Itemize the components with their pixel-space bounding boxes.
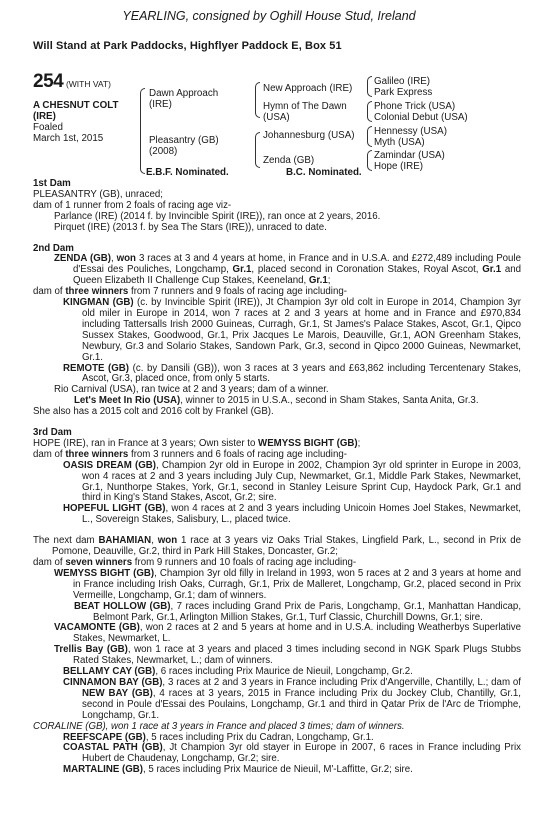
- bc-nomination: B.C. Nominated.: [286, 167, 362, 178]
- dam-of-line: dam of three winners from 7 runners and 9 foals of racing age including-: [33, 286, 347, 298]
- ebf-nomination: E.B.F. Nominated.: [146, 167, 229, 178]
- horse-name: ZENDA (GB): [54, 253, 111, 265]
- horse-name: COASTAL PATH (GB): [63, 742, 163, 754]
- sire-dam-origin: (USA): [263, 112, 290, 123]
- third-dam-heading: 3rd Dam: [33, 427, 72, 439]
- horse-name: CINNAMON BAY (GB): [63, 676, 163, 688]
- pedigree-table: [33, 71, 513, 182]
- sire-sire-dam: Park Express: [374, 87, 433, 98]
- oasis-entry: OASIS DREAM (GB), Champion 2yr old in Europe in 2002, Champion 3yr old sprinter in Europe in 2003, won 4 races at 2 and 3 years including July Cup, Newmarket, Gr.1, Middle Park Stakes, Newmarket, Gr.1, Nunthorpe Stakes, York, Gr.1, second in Stanley Leisure Sprint Cup, Haydock Park, Gr.1 and third in King's Stand Stakes, Ascot, Gr.2; sire.: [63, 459, 522, 504]
- wemyss-entry: WEMYSS BIGHT (GB), Champion 3yr old filly in Ireland in 1993, won 5 races at 2 and 3 years at home and in France including Irish Oaks, Curragh, Gr.1, Prix de Malleret, Longchamp, Gr.2, placed second in Prix Vermeille, Longchamp, Gr.1; dam of winners.: [54, 567, 522, 601]
- vacamonte-entry: VACAMONTE (GB), won 2 races at 2 and 5 years at home and in U.S.A. including Weatherbys Superlative Stakes, Newmarket, L.: [54, 622, 521, 645]
- horse-name: REMOTE (GB): [63, 362, 130, 374]
- first-dam-heading: 1st Dam: [33, 178, 71, 189]
- horse-name: VACAMONTE (GB): [54, 622, 140, 634]
- horse-name: BELLAMY CAY (GB): [63, 666, 156, 678]
- horse-name: REEFSCAPE (GB): [63, 731, 146, 743]
- remote-entry: REMOTE (GB) (c. by Dansili (GB)), won 3 races at 3 years and £63,862 including Tercentenary Stakes, Ascot, Gr.3, placed once, from only 5 starts.: [63, 362, 521, 385]
- first-dam-produce: Parlance (IRE) (2014 f. by Invincible Spirit (IRE)), ran once at 2 years, 2016.: [54, 210, 381, 222]
- bracket-gen3-ss: [367, 76, 372, 97]
- horse-name: MARTALINE (GB): [63, 764, 143, 776]
- rio-carnival-entry: Rio Carnival (USA), ran twice at 2 and 3 years; dam of a winner.: [54, 384, 329, 396]
- bracket-gen3-ds: [367, 126, 372, 147]
- horse-name: WEMYSS BIGHT (GB): [54, 567, 155, 579]
- dam-dam-sire: Zamindar (USA): [374, 150, 445, 161]
- dam-sire-sire: Hennessy (USA): [374, 126, 447, 137]
- bellamy-entry: BELLAMY CAY (GB), 6 races including Prix Maurice de Nieuil, Longchamp, Gr.2.: [63, 666, 413, 678]
- sire-dam: Hymn of The Dawn: [263, 101, 347, 112]
- dam-sire: Johannesburg (USA): [263, 130, 355, 141]
- dam-dam-dam: Hope (IRE): [374, 161, 423, 172]
- first-dam-produce: Pirquet (IRE) (2013 f. by Sea The Stars (IRE)), unraced to date.: [54, 221, 327, 233]
- sire-dam-sire: Phone Trick (USA): [374, 101, 456, 112]
- zenda-entry: ZENDA (GB), won 3 races at 3 and 4 years at home, in France and in U.S.A. and £272,489 including Poule d'Essai des Pouliches, Longchamp, Gr.1, placed second in Coronation Stakes, Royal Ascot, Gr.1 and Queen Elizabeth II Challenge Cup Stakes, Keeneland, Gr.1;: [54, 253, 522, 287]
- bracket-gen3-sd: [367, 101, 372, 122]
- dam-year: (2008): [149, 146, 178, 157]
- stand-location: Will Stand at Park Paddocks, Highflyer Paddock E, Box 51: [33, 40, 342, 52]
- dam-dam: Zenda (GB): [263, 155, 315, 166]
- first-dam-line: dam of 1 runner from 2 foals of racing age viz-: [33, 199, 232, 211]
- bracket-gen3-dd: [367, 150, 372, 171]
- sire-origin: (IRE): [149, 99, 172, 110]
- horse-name: Trellis Bay (GB): [54, 644, 128, 656]
- hope-entry: HOPE (IRE), ran in France at 3 years; Own sister to WEMYSS BIGHT (GB);: [33, 437, 361, 449]
- second-dam-heading: 2nd Dam: [33, 242, 74, 254]
- sire-sire-sire: Galileo (IRE): [374, 76, 431, 87]
- dam-sire-dam: Myth (USA): [374, 137, 425, 148]
- reefscape-entry: REEFSCAPE (GB), 5 races including Prix du Cadran, Longchamp, Gr.1.: [63, 731, 374, 743]
- first-dam-line: PLEASANTRY (GB), unraced;: [33, 188, 163, 200]
- horse-name: KINGMAN (GB): [63, 297, 134, 309]
- bahamian-entry: The next dam BAHAMIAN, won 1 race at 3 years viz Oaks Trial Stakes, Lingfield Park, L., second in Prix de Pomone, Deauville, Gr.2, third in Park Hill Stakes, Doncaster, Gr.2;: [33, 535, 522, 558]
- consignment-line: YEARLING, consigned by Oghill House Stud, Ireland: [122, 9, 416, 23]
- dam-of-line: dam of seven winners from 9 runners and 10 foals of racing age including-: [33, 557, 357, 568]
- beat-hollow-entry: BEAT HOLLOW (GB), 7 races including Grand Prix de Paris, Longchamp, Gr.1, Manhattan Handicap, Belmont Park, Gr.1, Arlington Million Stakes, Gr.1, Turf Classic, Churchill Downs, Gr.1; sire.: [74, 600, 522, 623]
- lot-number: 254: [33, 71, 64, 92]
- coastal-path-entry: COASTAL PATH (GB), Jt Champion 3yr old stayer in Europe in 2007, 6 races in France including Prix Hubert de Chaudenay, Longchamp, Gr.2; sire.: [63, 742, 521, 765]
- cinnamon-entry: CINNAMON BAY (GB), 3 races at 2 and 3 years in France including Prix d'Angerville, Chantilly, L.; dam of NEW BAY (GB), 4 races at 3 years, 2015 in France including Prix du Jockey Club, Chantilly, Gr.1, second in Poule d'Essai des Poulains, Longchamp, Gr.1 and third in Qatar Prix de l'Arc de Triomphe, Longchamp, Gr.1.: [63, 676, 521, 721]
- lot-description: A CHESNUT COLT: [33, 100, 119, 111]
- catalogue-body: [33, 179, 521, 776]
- sire: Dawn Approach: [149, 88, 219, 99]
- sire-sire: New Approach (IRE): [263, 83, 353, 94]
- dam: Pleasantry (GB): [149, 135, 219, 146]
- kingman-entry: KINGMAN (GB) (c. by Invincible Spirit (IRE)), Jt Champion 3yr old colt in Europe in 2014, Champion 3yr old miler in Europe in 2014, won 7 races at 2 and 3 years at home and in France and £970,834 including Tattersalls Irish 2000 Guineas, Curragh, Gr.1, St James's Palace Stakes, Ascot, Gr.1, Qipco Sussex Stakes, Goodwood, Gr.1, Prix Jacques Le Marois, Deauville, Gr.1, AON Greenham Stakes, Newbury, Gr.3 and Solario Stakes, Sandown Park, Gr.3, second in Qipco 2000 Guineas, Newmarket, Gr.1.: [63, 297, 521, 363]
- coraline-entry: CORALINE (GB), won 1 race at 3 years in France and placed 3 times; dam of winners.: [33, 720, 405, 732]
- horse-name: HOPEFUL LIGHT (GB): [63, 503, 166, 515]
- vat-note: (WITH VAT): [65, 79, 111, 89]
- bracket-gen1: [140, 88, 145, 174]
- foaled-date: March 1st, 2015: [33, 133, 104, 144]
- also-line: She also has a 2015 colt and 2016 colt by Frankel (GB).: [33, 406, 274, 418]
- horse-name: BEAT HOLLOW (GB): [74, 600, 171, 612]
- sire-dam-dam: Colonial Debut (USA): [374, 112, 468, 123]
- horse-name: OASIS DREAM (GB): [63, 459, 157, 471]
- hopeful-entry: HOPEFUL LIGHT (GB), won 4 races at 2 and 3 years including Unicoin Homes Joel Stakes, Newmarket, L., Sovereign Stakes, Salisbury, L., placed twice.: [63, 503, 521, 526]
- dam-of-line: dam of three winners from 3 runners and 6 foals of racing age including-: [33, 448, 347, 460]
- lets-meet-entry: Let's Meet In Rio (USA), winner to 2015 in U.S.A., second in Sham Stakes, Santa Anita, Gr.3.: [74, 395, 479, 407]
- bracket-gen2-dam: [255, 132, 260, 168]
- lot-origin: (IRE): [33, 111, 56, 122]
- bracket-gen2-sire: [255, 82, 260, 118]
- trellis-bay-entry: Trellis Bay (GB), won 1 race at 3 years and placed 3 times including second in NGK Spark Plugs Stubbs Rated Stakes, Newmarket, L.; dam of winners.: [54, 644, 522, 667]
- horse-name: Let's Meet In Rio (USA): [74, 395, 181, 407]
- foaled-label: Foaled: [33, 122, 63, 133]
- martaline-entry: MARTALINE (GB), 5 races including Prix Maurice de Nieuil, M'-Laffitte, Gr.2; sire.: [63, 764, 413, 776]
